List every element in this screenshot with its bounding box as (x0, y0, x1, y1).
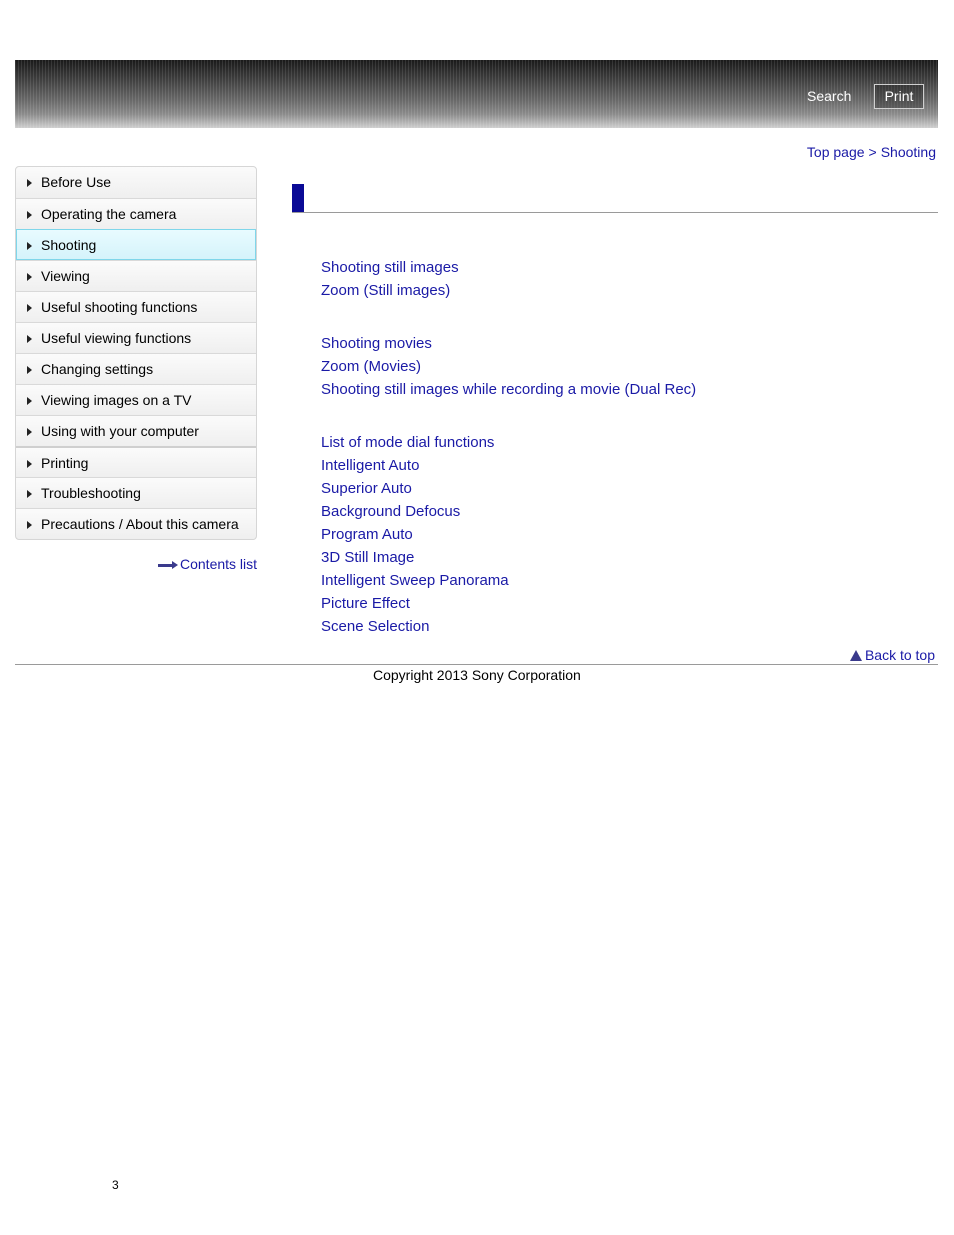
link-intelligent-sweep-panorama[interactable]: Intelligent Sweep Panorama (321, 572, 509, 589)
sidebar-item-label: Shooting (41, 237, 97, 253)
triangle-right-icon (27, 335, 32, 343)
back-to-top-label: Back to top (864, 647, 935, 663)
sidebar-item-label: Operating the camera (41, 206, 177, 222)
footer-divider (15, 664, 938, 665)
sidebar-item-shooting[interactable] (16, 229, 256, 260)
sidebar-item-label: Before Use (41, 174, 112, 190)
contents-list-link[interactable] (158, 556, 257, 572)
sidebar-item-label: Troubleshooting (41, 485, 141, 501)
sidebar-item-operating-the-camera[interactable] (16, 198, 256, 229)
link-background-defocus[interactable]: Background Defocus (321, 503, 461, 520)
link-program-auto[interactable]: Program Auto (321, 526, 413, 543)
breadcrumb (807, 144, 936, 160)
sidebar-item-label: Viewing (41, 268, 90, 284)
sidebar-item-before-use[interactable] (16, 167, 256, 198)
sidebar-item-printing[interactable] (16, 446, 256, 477)
triangle-right-icon (27, 273, 32, 281)
sidebar-item-useful-viewing-functions[interactable] (16, 322, 256, 353)
triangle-right-icon (27, 179, 32, 187)
triangle-up-icon (850, 650, 862, 661)
sidebar-nav (15, 166, 257, 540)
sidebar-item-troubleshooting[interactable] (16, 477, 256, 508)
link-scene-selection[interactable]: Scene Selection (321, 618, 430, 635)
print-button[interactable]: Print (874, 84, 924, 109)
sidebar-item-precautions[interactable] (16, 508, 256, 539)
triangle-right-icon (27, 490, 32, 498)
link-mode-dial-functions[interactable]: List of mode dial functions (321, 434, 495, 451)
arrow-right-icon (158, 561, 178, 570)
link-group-still-images (321, 256, 459, 302)
link-zoom-still-images[interactable]: Zoom (Still images) (321, 282, 451, 299)
sidebar-item-label: Useful shooting functions (41, 299, 198, 315)
breadcrumb-separator: > (868, 144, 877, 160)
back-to-top-link[interactable] (850, 647, 935, 663)
link-shooting-movies[interactable]: Shooting movies (321, 335, 432, 352)
header-bar (15, 60, 938, 128)
link-picture-effect[interactable]: Picture Effect (321, 595, 410, 612)
sidebar-item-using-with-computer[interactable] (16, 415, 256, 446)
breadcrumb-top-page[interactable]: Top page (806, 144, 865, 160)
sidebar-item-label: Viewing images on a TV (41, 392, 192, 408)
link-intelligent-auto[interactable]: Intelligent Auto (321, 457, 420, 474)
sidebar-item-label: Changing settings (41, 361, 154, 377)
search-button[interactable]: Search (807, 88, 852, 104)
sidebar-item-label: Printing (41, 455, 89, 471)
triangle-right-icon (27, 460, 32, 468)
link-dual-rec[interactable]: Shooting still images while recording a movie (Dual Rec) (321, 381, 697, 398)
sidebar-item-viewing-images-on-tv[interactable] (16, 384, 256, 415)
sidebar-item-useful-shooting-functions[interactable] (16, 291, 256, 322)
copyright-text: Copyright 2013 Sony Corporation (373, 667, 581, 683)
page-number: 3 (112, 1178, 119, 1192)
triangle-right-icon (27, 366, 32, 374)
link-group-mode-dial (321, 431, 509, 638)
triangle-right-icon (27, 211, 32, 219)
sidebar-item-label: Useful viewing functions (41, 330, 192, 346)
sidebar-item-changing-settings[interactable] (16, 353, 256, 384)
sidebar-item-label: Precautions / About this camera (41, 516, 239, 532)
link-shooting-still-images[interactable]: Shooting still images (321, 259, 459, 276)
link-zoom-movies[interactable]: Zoom (Movies) (321, 358, 422, 375)
link-group-movies (321, 332, 696, 401)
breadcrumb-current[interactable]: Shooting (880, 144, 936, 160)
page-title-divider (292, 212, 938, 213)
triangle-right-icon (27, 428, 32, 436)
sidebar-item-label: Using with your computer (41, 423, 199, 439)
link-3d-still-image[interactable]: 3D Still Image (321, 549, 415, 566)
triangle-right-icon (27, 397, 32, 405)
page-title-marker (292, 184, 304, 213)
sidebar-item-viewing[interactable] (16, 260, 256, 291)
contents-list-label: Contents list (180, 556, 258, 572)
triangle-right-icon (27, 521, 32, 529)
triangle-right-icon (27, 242, 32, 250)
link-superior-auto[interactable]: Superior Auto (321, 480, 412, 497)
triangle-right-icon (27, 304, 32, 312)
